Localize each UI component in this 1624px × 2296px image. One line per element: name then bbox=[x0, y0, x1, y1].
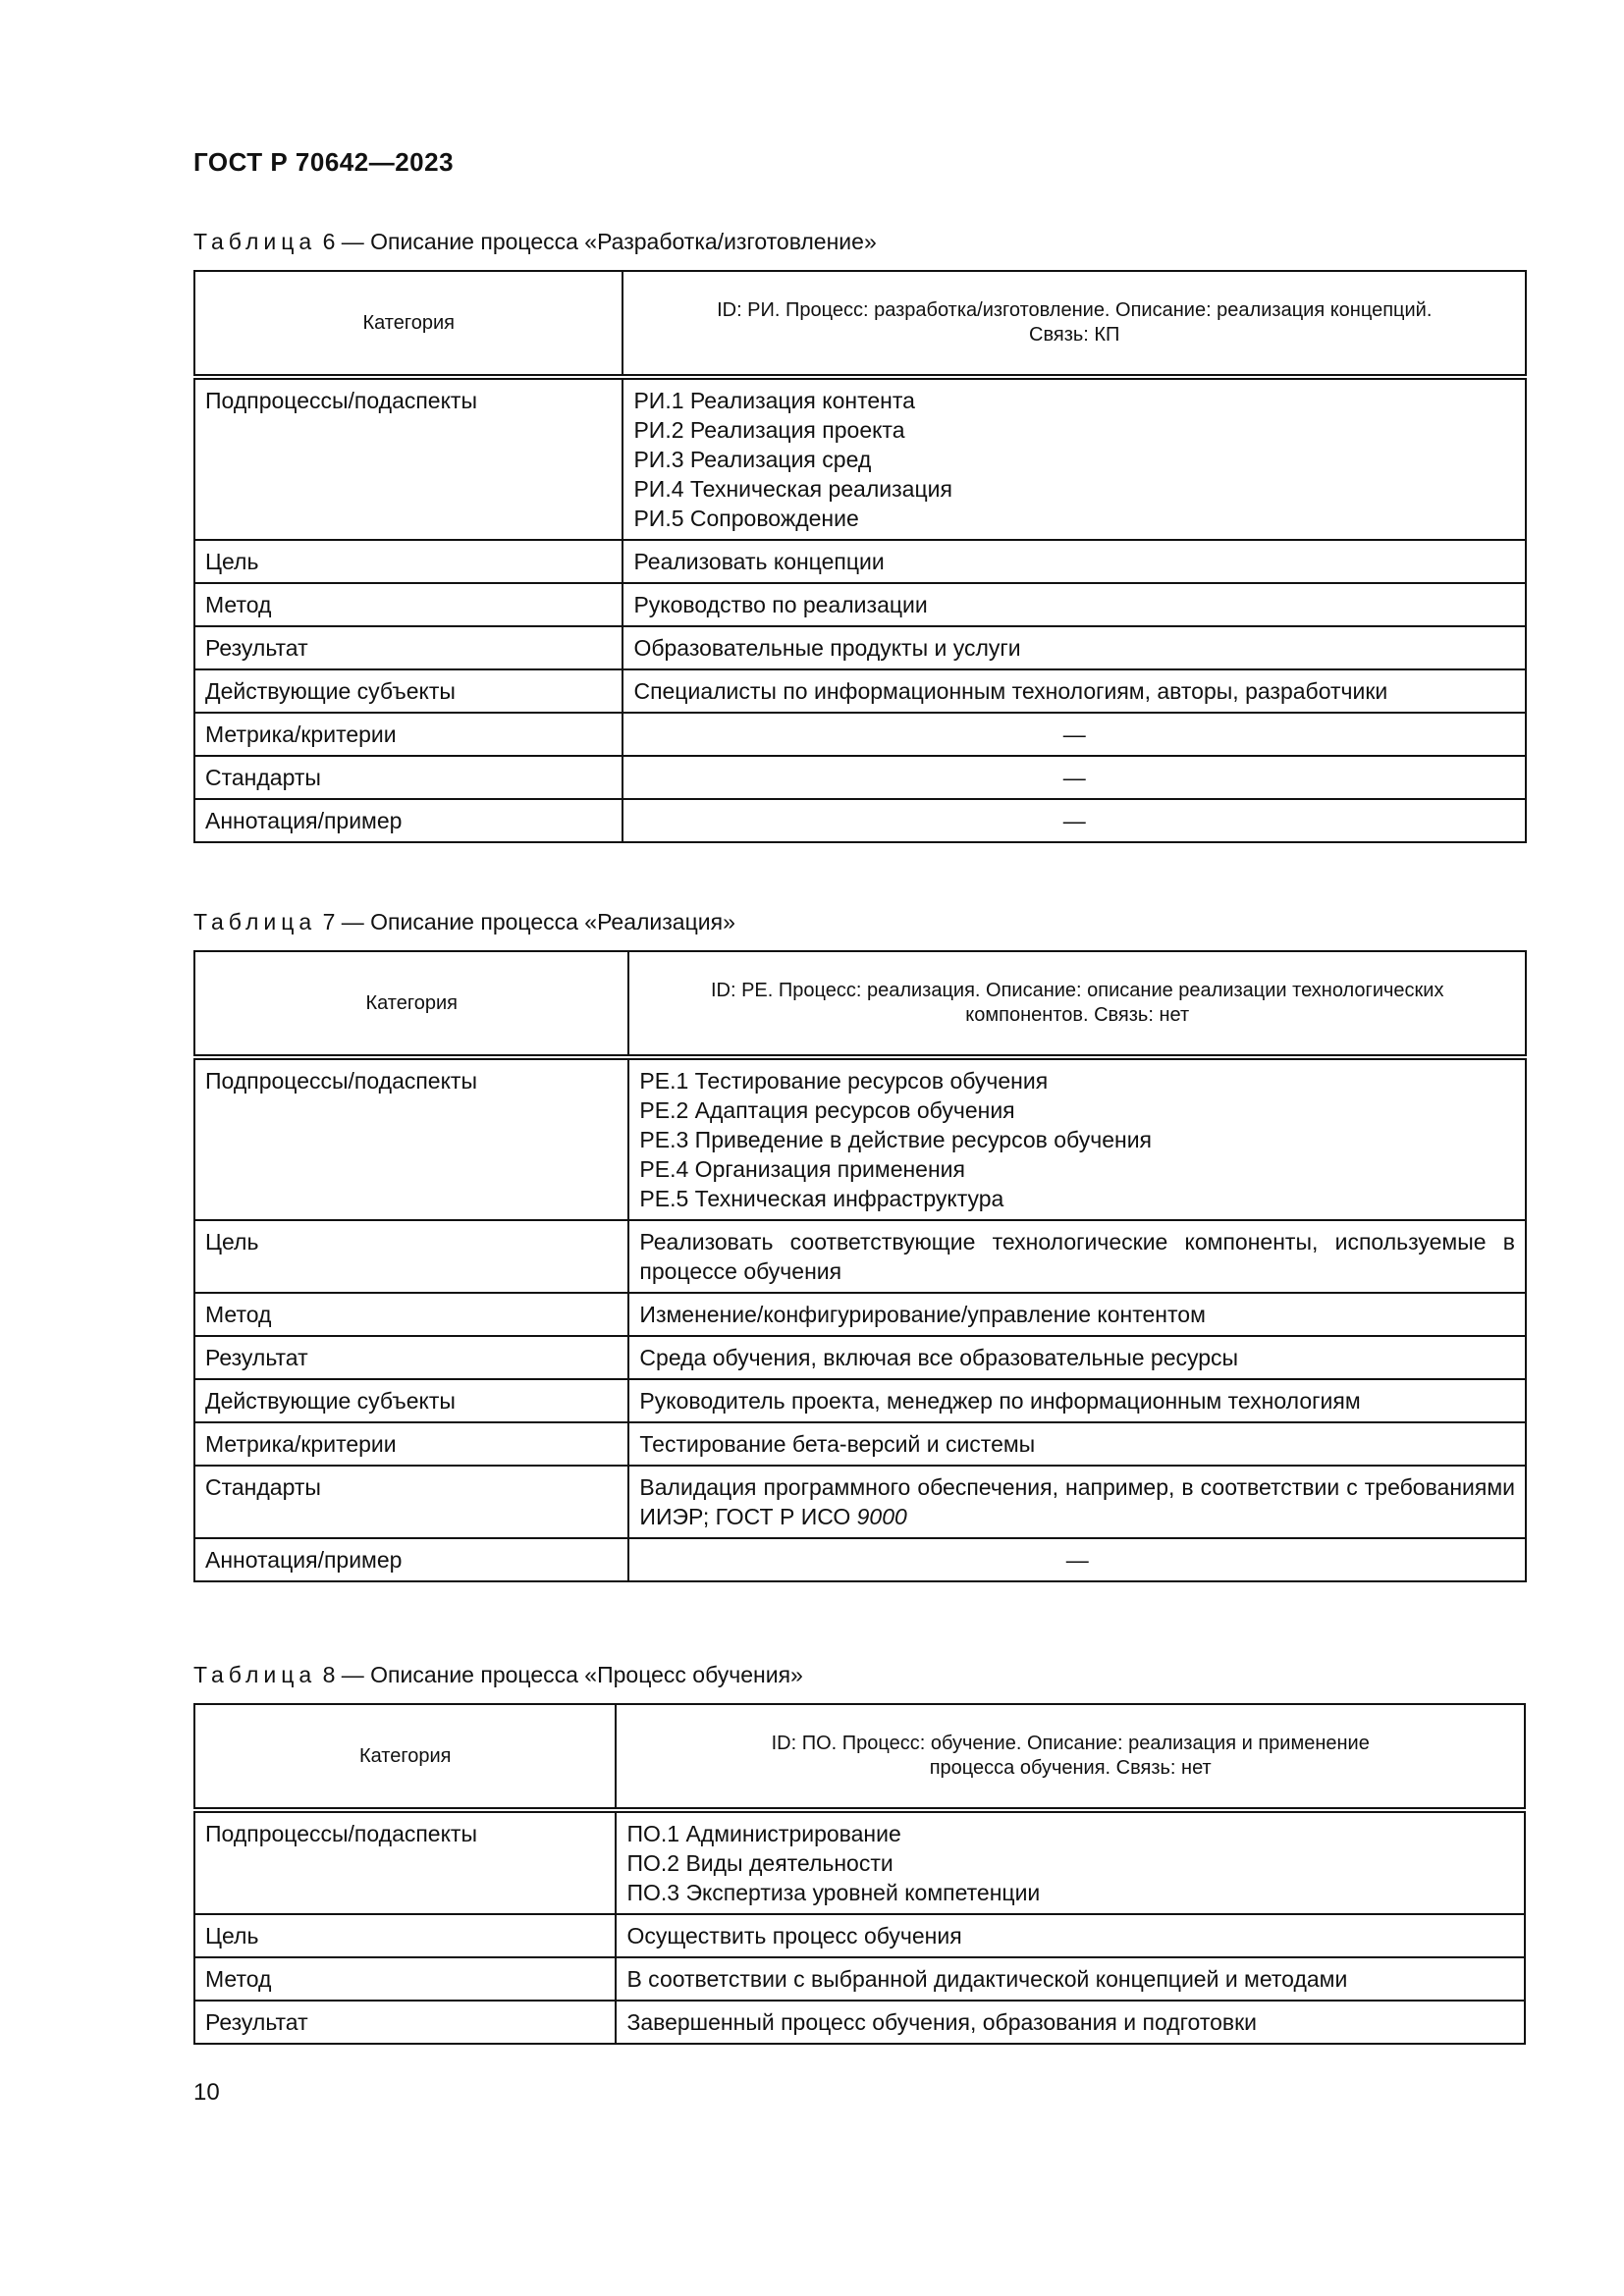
row-label: Действующие субъекты bbox=[194, 1379, 628, 1422]
table-6 bbox=[193, 270, 1527, 843]
caption-word: Таблица bbox=[193, 909, 317, 934]
row-label: Действующие субъекты bbox=[194, 669, 623, 713]
row-label: Цель bbox=[194, 1220, 628, 1293]
caption-text: 8 — Описание процесса «Процесс обучения» bbox=[322, 1662, 803, 1687]
row-value: В соответствии с выбранной дидактической концепцией и методами bbox=[616, 1957, 1525, 2001]
table-row bbox=[194, 1379, 1526, 1422]
table-row bbox=[194, 799, 1526, 842]
row-value: Среда обучения, включая все образовательные ресурсы bbox=[628, 1336, 1526, 1379]
row-label: Метод bbox=[194, 583, 623, 626]
table-row bbox=[194, 1810, 1525, 1914]
page-number: 10 bbox=[193, 2079, 220, 2106]
table-6-caption bbox=[193, 228, 877, 255]
row-value: Руководитель проекта, менеджер по информационным технологиям bbox=[628, 1379, 1526, 1422]
table-8 bbox=[193, 1703, 1526, 2045]
row-label: Стандарты bbox=[194, 756, 623, 799]
table-7 bbox=[193, 950, 1527, 1582]
row-value: — bbox=[628, 1538, 1526, 1581]
row-label: Цель bbox=[194, 540, 623, 583]
row-value: Реализовать концепции bbox=[623, 540, 1526, 583]
row-value: ПО.1 Администрирование ПО.2 Виды деятельности ПО.3 Экспертиза уровней компетенции bbox=[616, 1810, 1525, 1914]
row-value: Тестирование бета-версий и системы bbox=[628, 1422, 1526, 1466]
table-row bbox=[194, 1336, 1526, 1379]
row-label: Цель bbox=[194, 1914, 616, 1957]
table-row bbox=[194, 540, 1526, 583]
table-row bbox=[194, 377, 1526, 540]
row-label: Подпроцессы/подаспекты bbox=[194, 377, 623, 540]
caption-text: 6 — Описание процесса «Разработка/изготовление» bbox=[322, 229, 877, 254]
row-value: Специалисты по информационным технологиям, авторы, разработчики bbox=[623, 669, 1526, 713]
table-header-row bbox=[194, 951, 1526, 1057]
table-row bbox=[194, 1220, 1526, 1293]
row-value: Завершенный процесс обучения, образования и подготовки bbox=[616, 2001, 1525, 2044]
table-7-caption bbox=[193, 908, 735, 935]
row-value: РЕ.1 Тестирование ресурсов обучения РЕ.2 Адаптация ресурсов обучения РЕ.3 Приведение в действие ресурсов обучения РЕ.4 Организация применения РЕ.5 Техническая инфраструктура bbox=[628, 1057, 1526, 1220]
row-value: — bbox=[623, 713, 1526, 756]
header-description: ID: РЕ. Процесс: реализация. Описание: описание реализации технологических компонентов. Связь: нет bbox=[628, 951, 1526, 1057]
row-label: Стандарты bbox=[194, 1466, 628, 1538]
row-label: Аннотация/пример bbox=[194, 799, 623, 842]
table-row bbox=[194, 1914, 1525, 1957]
caption-word: Таблица bbox=[193, 229, 317, 254]
row-label: Результат bbox=[194, 2001, 616, 2044]
table-row bbox=[194, 583, 1526, 626]
row-value: Руководство по реализации bbox=[623, 583, 1526, 626]
table-row bbox=[194, 626, 1526, 669]
document-code: ГОСТ Р 70642—2023 bbox=[193, 147, 455, 177]
row-value: — bbox=[623, 756, 1526, 799]
row-value: Изменение/конфигурирование/управление контентом bbox=[628, 1293, 1526, 1336]
row-value: Осуществить процесс обучения bbox=[616, 1914, 1525, 1957]
caption-text: 7 — Описание процесса «Реализация» bbox=[322, 909, 735, 934]
table-row bbox=[194, 1422, 1526, 1466]
table-header-row bbox=[194, 271, 1526, 377]
header-category: Категория bbox=[194, 1704, 616, 1810]
row-value: Валидация программного обеспечения, например, в соответствии с требованиями ИИЭР; ГОСТ Р ИСО 9000 bbox=[628, 1466, 1526, 1538]
row-label: Подпроцессы/подаспекты bbox=[194, 1057, 628, 1220]
table-row bbox=[194, 1293, 1526, 1336]
table-row bbox=[194, 2001, 1525, 2044]
row-label: Подпроцессы/подаспекты bbox=[194, 1810, 616, 1914]
table-row bbox=[194, 1538, 1526, 1581]
row-label: Метод bbox=[194, 1293, 628, 1336]
table-row bbox=[194, 1957, 1525, 2001]
row-label: Метрика/критерии bbox=[194, 1422, 628, 1466]
row-value: — bbox=[623, 799, 1526, 842]
header-description: ID: РИ. Процесс: разработка/изготовление. Описание: реализация концепций. Связь: КП bbox=[623, 271, 1526, 377]
row-value: Реализовать соответствующие технологические компоненты, используемые в процессе обучения bbox=[628, 1220, 1526, 1293]
table-row bbox=[194, 756, 1526, 799]
row-label: Метрика/критерии bbox=[194, 713, 623, 756]
table-row bbox=[194, 713, 1526, 756]
table-row bbox=[194, 1057, 1526, 1220]
table-8-caption bbox=[193, 1661, 803, 1688]
row-label: Результат bbox=[194, 626, 623, 669]
table-row bbox=[194, 1466, 1526, 1538]
header-description: ID: ПО. Процесс: обучение. Описание: реализация и применение процесса обучения. Связь: нет bbox=[616, 1704, 1525, 1810]
row-value: Образовательные продукты и услуги bbox=[623, 626, 1526, 669]
row-label: Результат bbox=[194, 1336, 628, 1379]
row-value: РИ.1 Реализация контента РИ.2 Реализация проекта РИ.3 Реализация сред РИ.4 Техническая реализация РИ.5 Сопровождение bbox=[623, 377, 1526, 540]
row-label: Метод bbox=[194, 1957, 616, 2001]
header-category: Категория bbox=[194, 951, 628, 1057]
header-category: Категория bbox=[194, 271, 623, 377]
table-header-row bbox=[194, 1704, 1525, 1810]
row-label: Аннотация/пример bbox=[194, 1538, 628, 1581]
caption-word: Таблица bbox=[193, 1662, 317, 1687]
table-row bbox=[194, 669, 1526, 713]
